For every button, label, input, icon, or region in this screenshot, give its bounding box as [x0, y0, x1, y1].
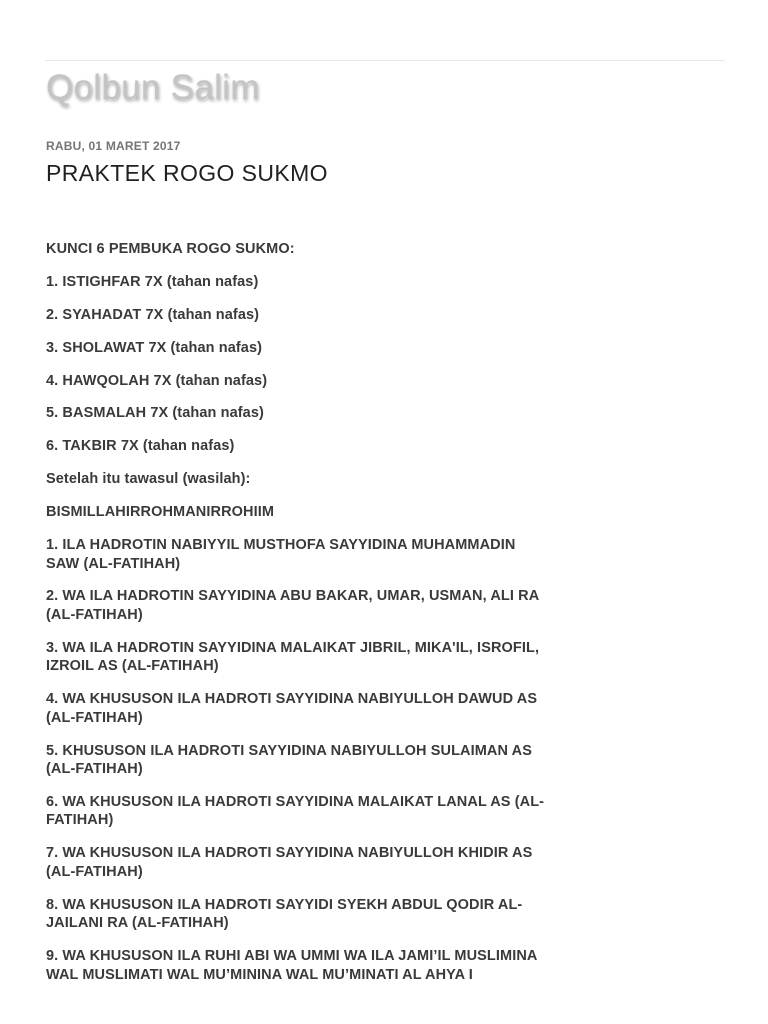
- blog-title-link[interactable]: Qolbun Salim: [46, 68, 260, 107]
- post-paragraph: KUNCI 6 PEMBUKA ROGO SUKMO:: [46, 241, 295, 257]
- post-paragraph: 8. WA KHUSUSON ILA HADROTI SAYYIDI SYEKH ABDUL QODIR AL-JAILANI RA (AL-FATIHAH): [46, 896, 523, 932]
- post-paragraph: 6. TAKBIR 7X (tahan nafas): [46, 438, 235, 455]
- post-date: RABU, 01 MARET 2017: [46, 139, 181, 153]
- post-paragraph: 9. WA KHUSUSON ILA RUHI ABI WA UMMI WA ILA JAMI’IL MUSLIMINA WAL MUSLIMATI WAL MU’MININA WAL MU’MINATI AL AHYA I: [46, 948, 537, 983]
- post-body: [46, 240, 546, 999]
- post-paragraph: 5. BASMALAH 7X (tahan nafas): [46, 405, 264, 422]
- post-paragraph: 6. WA KHUSUSON ILA HADROTI SAYYIDINA MALAIKAT LANAL AS (AL-FATIHAH): [46, 793, 545, 829]
- post-paragraph: BISMILLAHIRROHMANIRROHIIM: [46, 504, 275, 521]
- post-paragraph: 2. SYAHADAT 7X (tahan nafas): [46, 306, 260, 323]
- post-paragraph: 3. SHOLAWAT 7X (tahan nafas): [46, 339, 263, 356]
- post-paragraph: 5. KHUSUSON ILA HADROTI SAYYIDINA NABIYULLOH SULAIMAN AS (AL-FATIHAH): [46, 742, 533, 778]
- post-paragraph: 4. HAWQOLAH 7X (tahan nafas): [46, 372, 268, 389]
- post-paragraph: 1. ILA HADROTIN NABIYYIL MUSTHOFA SAYYIDINA MUHAMMADIN SAW (AL-FATIHAH): [46, 537, 516, 572]
- post-title[interactable]: PRAKTEK ROGO SUKMO: [46, 160, 328, 186]
- post-paragraph: 7. WA KHUSUSON ILA HADROTI SAYYIDINA NABIYULLOH KHIDIR AS (AL-FATIHAH): [46, 845, 533, 880]
- post-paragraph: 3. WA ILA HADROTIN SAYYIDINA MALAIKAT JIBRIL, MIKA'IL, ISROFIL, IZROIL AS (AL-FATIHAH): [46, 639, 540, 675]
- post-paragraph: Setelah itu tawasul (wasilah):: [46, 471, 251, 488]
- post-paragraph: 2. WA ILA HADROTIN SAYYIDINA ABU BAKAR, UMAR, USMAN, ALI RA (AL-FATIHAH): [46, 588, 539, 623]
- header-divider: [45, 60, 725, 61]
- post-paragraph: 4. WA KHUSUSON ILA HADROTI SAYYIDINA NABIYULLOH DAWUD AS (AL-FATIHAH): [46, 691, 538, 726]
- post-paragraph: 1. ISTIGHFAR 7X (tahan nafas): [46, 273, 259, 290]
